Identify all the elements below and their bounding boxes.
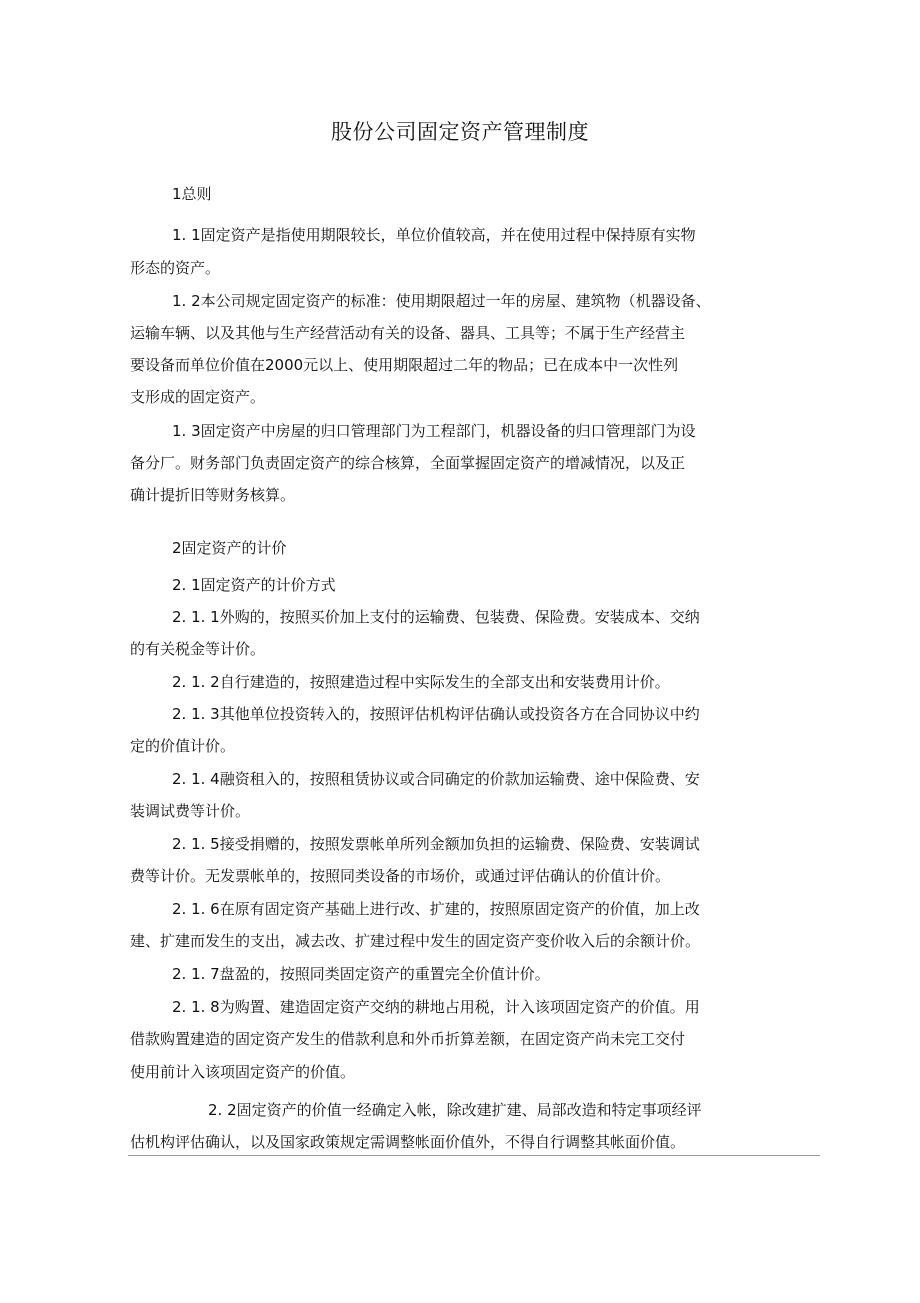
document-title: 股份公司固定资产管理制度 [331,120,589,144]
paragraph-line: 确计提折旧等财务核算。 [130,486,296,504]
paragraph-line: 支形成的固定资产。 [130,388,266,406]
paragraph-line: 2. 1. 1外购的，按照买价加上支付的运输费、包装费、保险费。安装成本、交纳 [172,608,700,626]
paragraph-line: 2. 1. 6在原有固定资产基础上进行改、扩建的，按照原固定资产的价值，加上改 [172,900,700,918]
paragraph-line: 2. 2固定资产的价值一经确定入帐，除改建扩建、局部改造和特定事项经评 [208,1101,702,1119]
paragraph-line: 形态的资产。 [130,259,221,277]
paragraph-line: 2. 1. 4融资租入的，按照租赁协议或合同确定的价款加运输费、途中保险费、安 [172,770,700,788]
paragraph-line: 2. 1. 2自行建造的，按照建造过程中实际发生的全部支出和安装费用计价。 [172,673,670,691]
paragraph-line: 2. 1. 7盘盈的，按照同类固定资产的重置完全价值计价。 [172,965,550,983]
paragraph-line: 借款购置建造的固定资产发生的借款利息和外币折算差额，在固定资产尚未完工交付 [130,1030,686,1048]
paragraph-line: 要设备而单位价值在2000元以上、使用期限超过二年的物品；已在成本中一次性列 [130,356,679,374]
paragraph-line: 2. 1. 8为购置、建造固定资产交纳的耕地占用税，计入该项固定资产的价值。用 [172,998,700,1016]
paragraph-line: 2. 1. 3其他单位投资转入的，按照评估机构评估确认或投资各方在合同协议中约 [172,705,700,723]
section-heading: 1总则 [172,185,212,203]
paragraph-line: 1. 3固定资产中房屋的归口管理部门为工程部门，机器设备的归口管理部门为设 [172,422,696,440]
paragraph-line: 费等计价。无发票帐单的，按照同类设备的市场价，或通过评估确认的价值计价。 [130,867,671,885]
paragraph-line: 估机构评估确认，以及国家政策规定需调整帐面价值外，不得自行调整其帐面价值。 [130,1133,686,1151]
paragraph-line: 装调试费等计价。 [130,802,251,820]
section-heading: 2固定资产的计价 [172,539,287,557]
paragraph-line: 备分厂。财务部门负责固定资产的综合核算，全面掌握固定资产的增减情况，以及正 [130,454,686,472]
paragraph-line: 2. 1. 5接受捐赠的，按照发票帐单所列金额加负担的运输费、保险费、安装调试 [172,835,700,853]
subsection-heading: 2. 1固定资产的计价方式 [172,576,336,594]
paragraph-line: 建、扩建而发生的支出，减去改、扩建过程中发生的固定资产变价收入后的余额计价。 [130,932,701,950]
paragraph-line: 1. 1固定资产是指使用期限较长，单位价值较高，并在使用过程中保持原有实物 [172,226,696,244]
paragraph-line: 定的价值计价。 [130,737,236,755]
paragraph-line: 运输车辆、以及其他与生产经营活动有关的设备、器具、工具等；不属于生产经营主 [130,324,686,342]
paragraph-line: 1. 2本公司规定固定资产的标准：使用期限超过一年的房屋、建筑物（机器设备、 [172,292,711,310]
bottom-divider [128,1155,820,1156]
paragraph-line: 使用前计入该项固定资产的价值。 [130,1063,356,1081]
paragraph-line: 的有关税金等计价。 [130,640,266,658]
